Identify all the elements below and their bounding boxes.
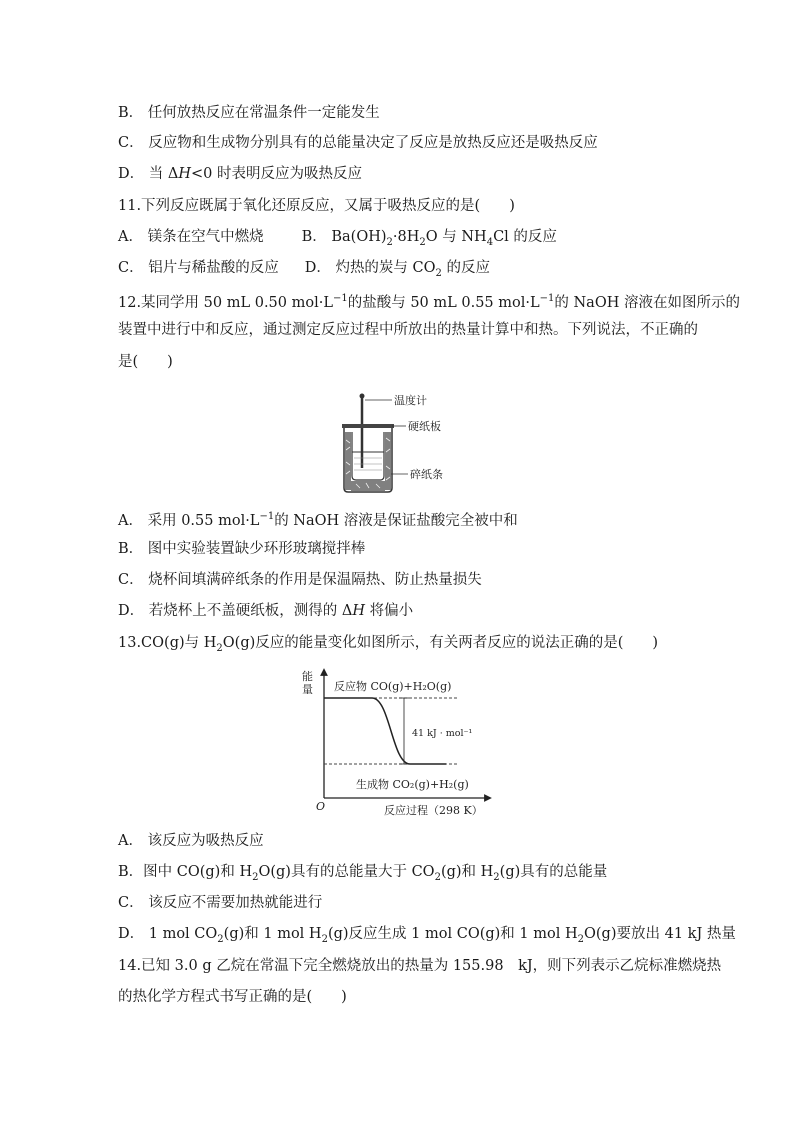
q14-stem-line1: 14.已知 3.0 g 乙烷在常温下完全燃烧放出的热量为 155.98 kJ，则下列表示乙烷标准燃烧热 bbox=[118, 958, 722, 974]
delta-h-label: 41 kJ · mol⁻¹ bbox=[412, 728, 473, 739]
q13-option-d: D． 1 mol $CO_2(g)$和 1 mol $H_2(g)$反应生成 1 mol CO(g)和 1 mol $H_2O(g)$要放出 41 kJ 热量 bbox=[118, 926, 736, 945]
product-label: 生成物 CO₂(g)+H₂(g) bbox=[356, 778, 469, 791]
q14-stem-line2: 的热化学方程式书写正确的是( ) bbox=[118, 989, 347, 1005]
q13-option-b: B．图中 CO(g)和 $H_2O(g)$具有的总能量大于 $CO_2(g)$和 $H_2(g)$具有的总能量 bbox=[118, 864, 608, 883]
paper-scraps-label: 碎纸条 bbox=[410, 468, 443, 481]
q12-stem-line3: 是( ) bbox=[118, 354, 173, 370]
q10-option-d: D． 当 ΔH<0 时表明反应为吸热反应 bbox=[118, 166, 362, 182]
energy-diagram bbox=[298, 662, 498, 820]
q13-stem: 13.CO(g)与 $H_2O(g)$反应的能量变化如图所示，有关两者反应的说法正确的是( ) bbox=[118, 635, 659, 654]
q12-option-d: D． 若烧杯上不盖硬纸板，测得的 ΔH 将偏小 bbox=[118, 603, 414, 619]
q10-option-c: C． 反应物和生成物分别具有的总能量决定了反应是放热反应还是吸热反应 bbox=[118, 135, 598, 151]
q13-option-c: C． 该反应不需要加热就能进行 bbox=[118, 895, 323, 911]
q12-stem-line1: 12.某同学用 50 mL 0.50 $mol\cdot L^{-1}$的盐酸与 50 mL 0.55 $mol\cdot L^{-1}$的 NaOH 溶液在如图所示的 bbox=[118, 293, 740, 311]
thermometer-label: 温度计 bbox=[394, 394, 427, 407]
q10-option-b: B． 任何放热反应在常温条件一定能发生 bbox=[118, 105, 380, 121]
calorimeter-figure bbox=[330, 388, 460, 498]
q12-stem-line2: 装置中进行中和反应，通过测定反应过程中所放出的热量计算中和热。下列说法，不正确的 bbox=[118, 322, 698, 338]
q13-option-a: A． 该反应为吸热反应 bbox=[118, 833, 264, 849]
q11-options-cd bbox=[118, 258, 490, 284]
x-axis-label: 反应过程（298 K） bbox=[384, 804, 483, 817]
q11-option-a: A． 镁条在空气中燃烧 bbox=[118, 229, 264, 245]
origin-label: O bbox=[316, 800, 326, 813]
q11-option-d: D． 灼热的炭与 $CO_2$ 的反应 bbox=[304, 260, 491, 279]
q12-option-b: B． 图中实验装置缺少环形玻璃搅拌棒 bbox=[118, 541, 366, 557]
q11-options-ab bbox=[118, 227, 557, 253]
q12-option-a: A． 采用 0.55 $mol\cdot L^{-1}$的 NaOH 溶液是保证盐酸完全被中和 bbox=[118, 511, 518, 529]
q11-option-b: B． $Ba(OH)_2\cdot 8H_2O$ 与 $NH_4Cl$ 的反应 bbox=[301, 229, 557, 248]
q12-option-c: C． 烧杯间填满碎纸条的作用是保温隔热、防止热量损失 bbox=[118, 572, 482, 588]
y-axis-label-2: 量 bbox=[302, 683, 313, 696]
q11-option-c: C． 铝片与稀盐酸的反应 bbox=[118, 260, 279, 276]
q11-stem: 11.下列反应既属于氧化还原反应，又属于吸热反应的是( ) bbox=[118, 198, 515, 214]
reactant-label: 反应物 CO(g)+H₂O(g) bbox=[334, 680, 452, 693]
cardboard-label: 硬纸板 bbox=[408, 420, 441, 433]
y-axis-label-1: 能 bbox=[302, 670, 313, 683]
